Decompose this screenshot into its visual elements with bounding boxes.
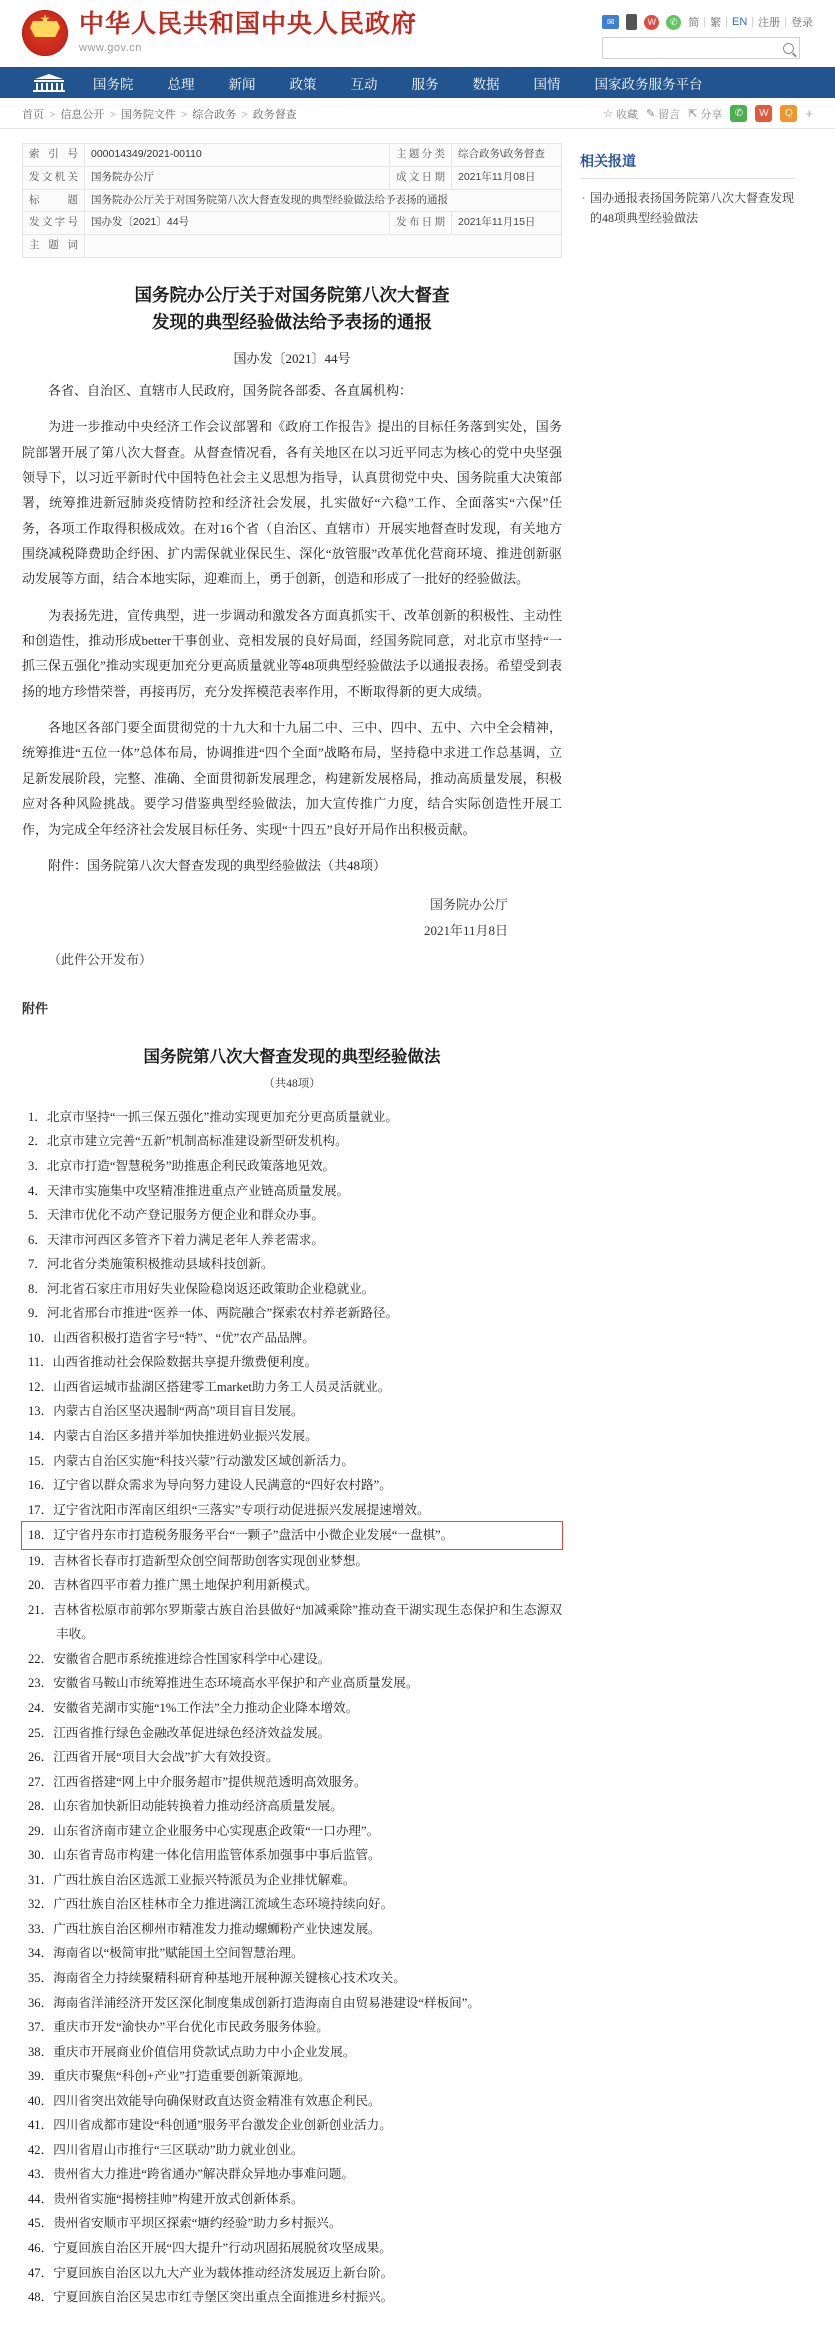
practice-item-number: 42． [28, 2142, 54, 2157]
nav-list [76, 67, 720, 98]
practice-item-33 [22, 1917, 562, 1942]
practice-item-text: 辽宁省以群众需求为导向努力建设人民满意的“四好农村路”。 [53, 1478, 392, 1493]
page-title [52, 282, 532, 336]
attachment-title: 国务院第八次大督查发现的典型经验做法 [143, 1046, 441, 1066]
practice-item-text: 重庆市开发“渝快办”平台优化市民政务服务体验。 [53, 2020, 329, 2035]
practice-item-number: 34． [28, 1946, 54, 1961]
practice-item-1 [22, 1105, 562, 1130]
meta-value-publish-date: 2021年11月15日 [452, 212, 562, 235]
practice-item-text: 吉林省四平市着力推广黑土地保护利用新模式。 [53, 1578, 318, 1593]
practice-item-text: 广西壮族自治区柳州市精准发力推动螺蛳粉产业快速发展。 [53, 1921, 381, 1936]
practice-item-46 [22, 2236, 562, 2261]
practice-item-text: 辽宁省丹东市打造税务服务平台“一颗子”盘活中小微企业发展“一盘棋”。 [53, 1528, 454, 1543]
nav-item-5[interactable]: 服务 [411, 76, 439, 92]
practice-item-32 [22, 1892, 562, 1917]
practice-item-35 [22, 1966, 562, 1991]
practice-item-number: 6． [28, 1232, 47, 1247]
practice-item-number: 14． [28, 1428, 54, 1443]
comment-button[interactable]: ✎ 留言 [646, 106, 680, 122]
practice-item-43 [22, 2162, 562, 2187]
practice-item-number: 28． [28, 1799, 54, 1814]
practice-item-text: 山东省青岛市构建一体化信用监管体系加强事中事后监管。 [53, 1848, 381, 1863]
practice-item-number: 29． [28, 1823, 54, 1838]
mobile-icon[interactable] [626, 14, 637, 30]
practice-list [22, 1105, 562, 2310]
search-icon[interactable] [783, 43, 794, 54]
divider: | [751, 16, 755, 28]
practice-item-text: 贵州省实施“揭榜挂帅”构建开放式创新体系。 [53, 2191, 304, 2206]
meta-value-title: 国务院办公厅关于对国务院第八次大督查发现的典型经验做法给予表扬的通报 [85, 189, 562, 212]
site-brand[interactable] [22, 10, 417, 56]
practice-item-text: 宁夏回族自治区吴忠市红寺堡区突出重点全面推进乡村振兴。 [53, 2290, 394, 2305]
practice-item-number: 24． [28, 1701, 54, 1715]
nav-item-7[interactable]: 国情 [533, 76, 561, 92]
practice-item-text: 贵州省安顺市平坝区探索“塘约经验”助力乡村振兴。 [53, 2216, 342, 2231]
document-meta-table [22, 143, 562, 258]
meta-label-index: 索 引 号 [23, 144, 85, 167]
practice-item-text: 宁夏回族自治区以九大产业为载体推动经济发展迈上新台阶。 [53, 2265, 394, 2280]
doc-paragraph-3: 各地区各部门要全面贯彻党的十九大和十九届二中、三中、四中、五中、六中全会精神，统筹推进“五位一体”总体布局，协调推进“四个全面”战略布局，坚持稳中求进工作总基调，立足新发展阶段，完整、准确、全面贯彻新发展理念，构建新发展格局，推动高质量发展，积极应对各种风险挑战。要学习借鉴典型经验做法，加大宣传推广力度，结合实际创造性开展工作，为完成全年经济社会发展目标任务、实现“十四五”良好开局作出积极贡献。 [22, 720, 562, 837]
related-link-0[interactable]: 国办通报表扬国务院第八次大督查发现的48项典型经验做法 [590, 191, 795, 226]
home-icon [32, 73, 66, 93]
nav-item-2[interactable]: 新闻 [228, 76, 256, 92]
practice-item-number: 9． [28, 1306, 47, 1321]
practice-item-number: 44． [28, 2191, 54, 2206]
practice-item-text: 重庆市聚焦“科创+产业”打造重要创新策源地。 [53, 2069, 311, 2084]
doc-paragraph-0: 各省、自治区、直辖市人民政府，国务院各部委、各直属机构： [48, 383, 413, 398]
search-box[interactable] [602, 37, 800, 59]
practice-item-47 [22, 2261, 562, 2286]
main-nav [0, 67, 835, 98]
practice-item-number: 18． [28, 1528, 54, 1543]
nav-item-8[interactable]: 国家政务服务平台 [594, 76, 703, 92]
practice-item-45 [22, 2211, 562, 2236]
nav-item-3[interactable]: 政策 [289, 76, 317, 92]
nav-home-button[interactable] [22, 67, 76, 98]
practice-item-number: 43． [28, 2167, 54, 2182]
practice-item-text: 河北省石家庄市用好失业保险稳岗返还政策助企业稳就业。 [46, 1281, 375, 1296]
national-emblem-icon [22, 10, 68, 56]
practice-item-text: 山西省积极打造省字号“特”、“优”农产品品牌。 [53, 1330, 315, 1345]
practice-item-text: 山东省济南市建立企业服务中心实现惠企政策“一口办理”。 [53, 1823, 380, 1838]
practice-item-40 [22, 2089, 562, 2114]
practice-item-number: 23． [28, 1676, 54, 1691]
practice-item-number: 2． [28, 1134, 47, 1149]
practice-item-23 [22, 1671, 562, 1696]
doc-paragraph-2: 为表扬先进，宣传典型，进一步调动和激发各方面真抓实干、改革创新的积极性、主动性和创造性，推动形成better干事创业、竞相发展的良好局面，经国务院同意，对北京市坚持“一抓三保五强化”推动实现更加充分更高质量就业等48项典型经验做法予以通报表扬。希望受到表扬的地方珍惜荣誉，再接再厉，充分发挥模范表率作用，不断取得新的更大成绩。 [22, 607, 562, 699]
share-button[interactable]: ⇱ 分享 [688, 106, 722, 122]
practice-item-number: 17． [28, 1502, 54, 1517]
lang-traditional-link[interactable]: 繁 [710, 17, 722, 29]
document-body [22, 282, 562, 2310]
signature-block [22, 892, 562, 943]
divider: | [784, 16, 787, 28]
practice-item-number: 27． [28, 1774, 54, 1789]
breadcrumb-sep: > [241, 108, 248, 121]
practice-item-text: 海南省全力持续聚精科研育种基地开展种源关键核心技术攻关。 [53, 1971, 406, 1986]
table-row [23, 189, 562, 212]
content-area [0, 129, 835, 2340]
practice-item-20 [22, 1573, 562, 1598]
practice-item-13 [22, 1399, 562, 1424]
breadcrumb-sep: > [180, 108, 188, 121]
lang-simplified-link[interactable]: 简 [688, 17, 700, 29]
breadcrumb-item-2[interactable]: 国务院文件 [120, 108, 176, 121]
meta-value-docnum: 国办发〔2021〕44号 [85, 212, 390, 235]
doc-number: 国办发〔2021〕44号 [233, 351, 351, 366]
practice-item-9 [22, 1301, 562, 1326]
doc-title-line2: 发现的典型经验做法给予表扬的通报 [152, 311, 432, 332]
practice-item-text: 北京市坚持“一抓三保五强化”推动实现更加充分更高质量就业。 [46, 1109, 399, 1124]
practice-item-number: 39． [28, 2069, 54, 2084]
practice-item-8 [22, 1277, 562, 1302]
meta-label-title: 标 题 [23, 189, 85, 212]
lang-english-link[interactable]: EN [732, 16, 748, 28]
practice-item-text: 辽宁省沈阳市浑南区组织“三落实”专项行动促进振兴发展提速增效。 [53, 1502, 430, 1517]
practice-item-24 [22, 1696, 562, 1721]
practice-item-16 [22, 1473, 562, 1498]
nav-item-1[interactable]: 总理 [167, 76, 195, 92]
attachment-count: （共48项） [263, 1077, 321, 1090]
practice-item-number: 12． [28, 1379, 54, 1394]
register-link[interactable]: 注册 [758, 17, 781, 29]
practice-item-text: 天津市优化不动产登记服务方便企业和群众办事。 [46, 1208, 324, 1223]
practice-item-27 [22, 1770, 562, 1795]
practice-item-41 [22, 2113, 562, 2138]
practice-item-34 [22, 1941, 562, 1966]
practice-item-19 [22, 1549, 562, 1574]
doc-title-line1: 国务院办公厅关于对国务院第八次大督查 [134, 284, 450, 305]
breadcrumb-item-0[interactable]: 首页 [22, 108, 44, 121]
practice-item-21 [22, 1598, 562, 1647]
practice-item-number: 31． [28, 1872, 54, 1887]
practice-item-text: 安徽省马鞍山市统筹推进生态环境高水平保护和产业高质量发展。 [53, 1676, 419, 1691]
nav-item-0[interactable]: 国务院 [93, 76, 134, 92]
site-header [0, 0, 835, 67]
comment-label: 留言 [658, 108, 681, 121]
page-tools [603, 105, 813, 122]
practice-item-22 [22, 1647, 562, 1672]
breadcrumb-item-4[interactable]: 政务督查 [252, 108, 297, 121]
practice-item-number: 4． [28, 1183, 47, 1198]
practice-item-17 [22, 1498, 562, 1523]
practice-item-text: 宁夏回族自治区开展“四大提升”行动巩固拓展脱贫攻坚成果。 [53, 2241, 392, 2256]
practice-item-48 [22, 2285, 562, 2310]
practice-item-30 [22, 1843, 562, 1868]
practice-item-text: 四川省眉山市推行“三区联动”助力就业创业。 [53, 2142, 304, 2157]
practice-item-number: 15． [28, 1453, 54, 1468]
share-label: 分享 [700, 108, 723, 121]
meta-value-index: 000014349/2021-00110 [85, 144, 390, 167]
practice-item-42 [22, 2138, 562, 2163]
practice-item-text: 海南省以“极简审批”赋能国土空间智慧治理。 [53, 1946, 304, 1961]
header-utilities [602, 10, 813, 59]
practice-item-number: 30． [28, 1848, 54, 1863]
site-url: www.gov.cn [79, 42, 142, 54]
practice-item-7 [22, 1252, 562, 1277]
practice-item-text: 北京市建立完善“五新”机制高标准建设新型研发机构。 [46, 1134, 348, 1149]
practice-item-number: 8． [28, 1281, 47, 1296]
practice-item-text: 山西省运城市盐湖区搭建零工market助力务工人员灵活就业。 [53, 1379, 391, 1394]
practice-item-2 [22, 1129, 562, 1154]
practice-item-25 [22, 1721, 562, 1746]
nav-item-4[interactable]: 互动 [350, 76, 378, 92]
mail-icon[interactable]: ✉ [602, 15, 619, 29]
nav-item-6[interactable]: 数据 [472, 76, 500, 92]
breadcrumb [22, 106, 297, 122]
signature-date: 2021年11月8日 [423, 922, 508, 938]
meta-value-written-date: 2021年11月08日 [452, 166, 562, 189]
practice-item-text: 江西省搭建“网上中介服务超市”提供规范透明高效服务。 [53, 1774, 367, 1789]
meta-value-issuer: 国务院办公厅 [85, 166, 390, 189]
related-list [580, 188, 795, 229]
login-link[interactable]: 登录 [791, 17, 813, 29]
related-title: 相关报道 [580, 151, 795, 179]
search-input[interactable] [603, 38, 783, 58]
practice-item-28 [22, 1794, 562, 1819]
practice-item-text: 山东省加快新旧动能转换着力推动经济高质量发展。 [53, 1799, 343, 1814]
breadcrumb-item-1[interactable]: 信息公开 [60, 108, 105, 121]
meta-value-keywords [85, 235, 562, 258]
meta-value-subject: 综合政务\政务督查 [452, 144, 562, 167]
weibo-share-icon[interactable]: W [755, 105, 772, 122]
signature-org: 国务院办公厅 [429, 897, 508, 913]
practice-item-26 [22, 1745, 562, 1770]
practice-item-15 [22, 1449, 562, 1474]
practice-item-3 [22, 1154, 562, 1179]
qzone-share-icon[interactable]: Q [780, 105, 797, 122]
practice-item-number: 7． [28, 1257, 47, 1272]
practice-item-44 [22, 2187, 562, 2212]
doc-attachment-line: 附件：国务院第八次大督查发现的典型经验做法（共48项） [48, 857, 387, 873]
header-icon-row [602, 14, 813, 30]
practice-item-text: 安徽省合肥市系统推进综合性国家科学中心建设。 [53, 1651, 331, 1666]
practice-item-text: 河北省邢台市推进“医养一体、两院融合”探索农村养老新路径。 [46, 1306, 399, 1321]
practice-item-number: 32． [28, 1897, 54, 1912]
practice-item-31 [22, 1868, 562, 1893]
weibo-icon[interactable]: W [644, 15, 659, 30]
breadcrumb-item-3[interactable]: 综合政务 [192, 108, 237, 121]
practice-item-12 [22, 1375, 562, 1400]
practice-item-number: 26． [28, 1750, 54, 1765]
practice-item-number: 45． [28, 2216, 54, 2231]
practice-item-text: 江西省推行绿色金融改革促进绿色经济效益发展。 [53, 1725, 331, 1740]
practice-item-text: 天津市河西区多管齐下着力满足老年人养老需求。 [46, 1232, 324, 1247]
practice-item-number: 33． [28, 1921, 54, 1936]
meta-label-keywords: 主 题 词 [23, 235, 85, 258]
breadcrumb-sep: > [49, 108, 56, 121]
practice-item-39 [22, 2064, 562, 2089]
practice-item-number: 47． [28, 2265, 54, 2280]
practice-item-number: 40． [28, 2093, 54, 2108]
table-row [23, 166, 562, 189]
practice-item-number: 46． [28, 2241, 54, 2256]
publish-note: （此件公开发布） [48, 951, 153, 967]
divider: | [725, 16, 728, 28]
practice-item-number: 25． [28, 1725, 54, 1740]
attachment-label: 附件 [22, 1000, 49, 1016]
list-item[interactable] [580, 188, 795, 229]
practice-item-number: 16． [28, 1478, 54, 1493]
practice-item-4 [22, 1179, 562, 1204]
practice-item-38 [22, 2040, 562, 2065]
practice-item-number: 35． [28, 1971, 54, 1986]
favorite-label: 收藏 [615, 108, 638, 121]
practice-item-29 [22, 1819, 562, 1844]
practice-item-10 [22, 1326, 562, 1351]
practice-item-number: 37． [28, 2020, 54, 2035]
meta-label-written-date: 成文日期 [390, 166, 452, 189]
breadcrumb-bar [0, 98, 835, 129]
practice-item-number: 36． [28, 1995, 54, 2010]
wechat-share-icon[interactable]: ✆ [730, 105, 747, 122]
divider: | [703, 16, 707, 28]
practice-item-text: 江西省开展“项目大会战”扩大有效投资。 [53, 1750, 279, 1765]
practice-item-number: 10． [28, 1330, 54, 1345]
practice-item-text: 山西省推动社会保险数据共享提升缴费便利度。 [52, 1355, 318, 1370]
practice-item-text: 内蒙古自治区多措并举加快推进奶业振兴发展。 [53, 1428, 318, 1443]
practice-item-37 [22, 2015, 562, 2040]
practice-item-6 [22, 1228, 562, 1253]
practice-item-text: 广西壮族自治区桂林市全力推进漓江流域生态环境持续向好。 [53, 1897, 394, 1912]
practice-item-number: 20． [28, 1578, 54, 1593]
table-row [23, 235, 562, 258]
practice-item-text: 天津市实施集中攻坚精准推进重点产业链高质量发展。 [46, 1183, 350, 1198]
practice-item-text: 四川省突出效能导向确保财政直达资金精准有效惠企利民。 [53, 2093, 381, 2108]
meta-label-issuer: 发文机关 [23, 166, 85, 189]
practice-item-number: 1． [28, 1109, 47, 1124]
practice-item-number: 41． [28, 2118, 54, 2133]
practice-item-text: 贵州省大力推进“跨省通办”解决群众异地办事难问题。 [53, 2167, 355, 2182]
practice-item-5 [22, 1203, 562, 1228]
practice-item-number: 5． [28, 1208, 47, 1223]
practice-item-text: 北京市打造“智慧税务”助推惠企利民政策落地见效。 [46, 1158, 336, 1173]
practice-item-18 [22, 1522, 562, 1549]
meta-label-docnum: 发文字号 [23, 212, 85, 235]
breadcrumb-sep: > [109, 108, 116, 121]
practice-item-text: 安徽省芜湖市实施“1%工作法”全力推动企业降本增效。 [53, 1701, 359, 1715]
practice-item-text: 海南省洋浦经济开发区深化制度集成创新打造海南自由贸易港建设“样板间”。 [53, 1995, 480, 2010]
article-column [22, 143, 562, 2310]
practice-item-number: 3． [28, 1158, 47, 1173]
practice-item-text: 吉林省松原市前郭尔罗斯蒙古族自治县做好“加减乘除”推动查干湖实现生态保护和生态源双丰收。 [53, 1602, 562, 1642]
favorite-button[interactable]: ☆ 收藏 [603, 106, 638, 122]
practice-item-number: 13． [28, 1404, 54, 1419]
practice-item-number: 21． [28, 1602, 54, 1617]
practice-item-14 [22, 1424, 562, 1449]
meta-label-publish-date: 发布日期 [390, 212, 452, 235]
practice-item-number: 38． [28, 2044, 54, 2059]
practice-item-number: 22． [28, 1651, 54, 1666]
meta-label-subject: 主题分类 [390, 144, 452, 167]
practice-item-text: 吉林省长春市打造新型众创空间帮助创客实现创业梦想。 [53, 1553, 369, 1568]
practice-item-text: 内蒙古自治区坚决遏制“两高”项目盲目发展。 [53, 1404, 304, 1419]
table-row [23, 212, 562, 235]
table-row [23, 144, 562, 167]
wechat-icon[interactable]: ✆ [666, 15, 681, 30]
practice-item-text: 广西壮族自治区选派工业振兴特派员为企业排忧解难。 [53, 1872, 356, 1887]
related-sidebar [580, 143, 795, 229]
practice-item-text: 四川省成都市建设“科创通”服务平台激发企业创新创业活力。 [53, 2118, 392, 2133]
practice-item-number: 48． [28, 2290, 54, 2305]
doc-paragraph-1: 为进一步推动中央经济工作会议部署和《政府工作报告》提出的目标任务落到实处，国务院部署开展了第八次大督查。从督查情况看，各有关地区在以习近平同志为核心的党中央坚强领导下，以习近平新时代中国特色社会主义思想为指导，认真贯彻党中央、国务院重大决策部署，统筹推进新冠肺炎疫情防控和经济社会发展，扎实做好“六稳”工作、全面落实“六保”任务，各项工作取得积极成效。在对16个省（自治区、直辖市）开展实地督查时发现，有关地方围绕减税降费助企纾困、扩内需保就业保民生、深化“放管服”改革优化营商环境、推进创新驱动发展等方面，结合本地实际，迎难而上，勇于创新，创造和形成了一批好的经验做法。 [22, 419, 562, 587]
practice-item-11 [22, 1350, 562, 1375]
practice-item-text: 河北省分类施策积极推动县域科技创新。 [46, 1257, 274, 1272]
practice-item-text: 内蒙古自治区实施“科技兴蒙”行动激发区域创新活力。 [53, 1453, 355, 1468]
practice-item-number: 11． [28, 1355, 53, 1370]
site-title: 中华人民共和国中央人民政府 [79, 11, 418, 38]
more-share-icon[interactable]: + [805, 106, 813, 121]
practice-item-number: 19． [28, 1553, 54, 1568]
practice-item-text: 重庆市开展商业价值信用贷款试点助力中小企业发展。 [53, 2044, 356, 2059]
practice-item-36 [22, 1991, 562, 2016]
